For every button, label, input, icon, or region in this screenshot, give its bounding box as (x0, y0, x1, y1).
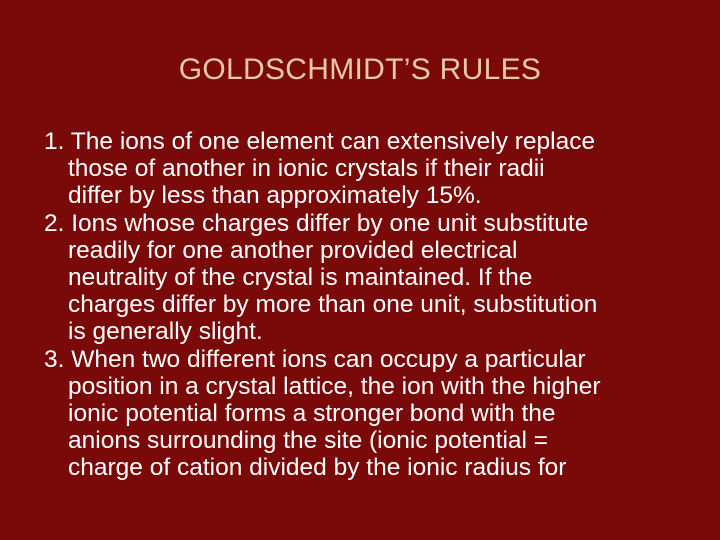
rule-1-line-2: those of another in ionic crystals if their radii (68, 155, 545, 183)
rules-list (44, 128, 704, 482)
rule-1-line-3: differ by less than approximately 15%. (68, 182, 482, 210)
rule-2-line-3: neutrality of the crystal is maintained. If the (68, 264, 533, 292)
rule-3-line-4: anions surrounding the site (ionic potential = (68, 427, 549, 455)
rule-3-line-2: position in a crystal lattice, the ion with the higher (68, 372, 601, 400)
rule-2-line-2: readily for one another provided electrical (68, 236, 518, 264)
rule-1-line-1: 1. The ions of one element can extensively replace (44, 128, 596, 155)
rule-item-3 (44, 346, 704, 482)
rule-3-line-1: 3. When two different ions can occupy a particular (44, 345, 586, 373)
rule-item-1 (44, 128, 704, 210)
rule-2-line-1: 2. Ions whose charges differ by one unit substitute (44, 209, 589, 237)
rule-item-2 (44, 210, 704, 346)
rule-3-line-3: ionic potential forms a stronger bond with the (68, 400, 556, 428)
slide-title: GOLDSCHMIDT’S RULES (178, 53, 542, 86)
rule-2-line-5: is generally slight. (68, 318, 263, 346)
rule-2-line-4: charges differ by more than one unit, substitution (68, 291, 598, 319)
rule-3-line-5: charge of cation divided by the ionic radius for (68, 454, 567, 482)
